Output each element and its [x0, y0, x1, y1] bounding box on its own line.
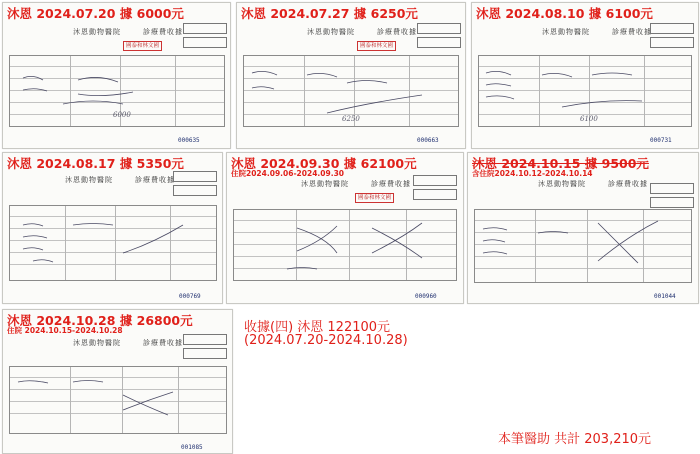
clinic-name: 沐恩動物醫院 — [538, 180, 586, 188]
form-title: 診療費收據 — [377, 28, 417, 36]
summary-line-2: (2024.07.20-2024.10.28) — [244, 333, 408, 348]
form-title: 診療費收據 — [135, 176, 175, 184]
form-title: 診療費收據 — [143, 339, 183, 347]
grand-total: 本筆醫助 共計 203,210元 — [498, 432, 652, 447]
record-box — [183, 348, 227, 359]
record-box — [183, 23, 227, 34]
receipt-label: 沐恩 2024.09.30 據 62100元 — [231, 156, 417, 171]
receipt-serial: 000731 — [650, 137, 672, 144]
record-box — [183, 37, 227, 48]
fee-table — [9, 205, 217, 281]
receipt-label: 沐恩 2024.07.27 據 6250元 — [241, 6, 418, 21]
record-box — [650, 197, 694, 208]
amount-note: 6100 — [580, 115, 598, 123]
receipt-serial: 000769 — [179, 293, 201, 300]
receipt-serial: 001085 — [181, 444, 203, 451]
fee-table — [474, 209, 692, 283]
form-title: 診療費收據 — [608, 180, 648, 188]
clinic-name: 沐恩動物醫院 — [73, 339, 121, 347]
clinic-name: 沐恩動物醫院 — [65, 176, 113, 184]
receipt-7 — [2, 309, 233, 454]
receipt-label: 沐恩 2024.08.17 據 5350元 — [7, 156, 184, 171]
form-title: 診療費收據 — [371, 180, 411, 188]
receipt-label: 沐恩 2024.10.15 據 9500元 — [472, 156, 649, 171]
fee-table — [9, 366, 227, 434]
receipt-3 — [471, 2, 699, 149]
receipt-header — [3, 3, 230, 25]
record-box — [173, 171, 217, 182]
receipt-header — [3, 310, 232, 335]
record-box — [183, 334, 227, 345]
receipt-label: 沐恩 2024.07.20 據 6000元 — [7, 6, 184, 21]
clinic-stamp: 國泰和林文國 — [355, 193, 394, 203]
record-box — [650, 37, 694, 48]
receipt-label: 沐恩 2024.08.10 據 6100元 — [476, 6, 653, 21]
receipt-5 — [226, 152, 464, 304]
clinic-name: 沐恩動物醫院 — [301, 180, 349, 188]
receipt-6 — [467, 152, 699, 304]
receipt-sublabel: 住院 2024.10.15-2024.10.28 — [7, 326, 123, 335]
receipt-4 — [2, 152, 223, 304]
receipt-header — [472, 3, 698, 25]
receipt-header — [237, 3, 465, 25]
record-box — [173, 185, 217, 196]
fee-table — [233, 209, 457, 281]
clinic-name: 沐恩動物醫院 — [307, 28, 355, 36]
clinic-name: 沐恩動物醫院 — [542, 28, 590, 36]
clinic-stamp: 國泰和林文國 — [357, 41, 396, 51]
record-box — [650, 183, 694, 194]
record-box — [417, 23, 461, 34]
receipt-label: 沐恩 2024.10.28 據 26800元 — [7, 313, 193, 328]
receipt-serial: 000663 — [417, 137, 439, 144]
form-title: 診療費收據 — [143, 28, 183, 36]
receipt-serial: 000960 — [415, 293, 437, 300]
receipt-sublabel: 住院2024.09.06-2024.09.30 — [231, 169, 345, 178]
record-box — [417, 37, 461, 48]
clinic-name: 沐恩動物醫院 — [73, 28, 121, 36]
record-box — [413, 189, 457, 200]
receipt-1 — [2, 2, 231, 149]
receipt-2 — [236, 2, 466, 149]
receipt-sublabel: 含住院2024.10.12-2024.10.14 — [472, 169, 593, 178]
receipt-serial: 001044 — [654, 293, 676, 300]
form-title: 診療費收據 — [612, 28, 652, 36]
receipt-header — [227, 153, 463, 178]
record-box — [413, 175, 457, 186]
amount-note: 6250 — [342, 115, 360, 123]
amount-note: 6000 — [113, 111, 131, 119]
record-box — [650, 23, 694, 34]
receipt-serial: 000635 — [178, 137, 200, 144]
clinic-stamp: 國泰和林文國 — [123, 41, 162, 51]
receipt-header — [468, 153, 698, 178]
summary-line-1: 收據(四) 沐恩 122100元 — [244, 320, 391, 335]
